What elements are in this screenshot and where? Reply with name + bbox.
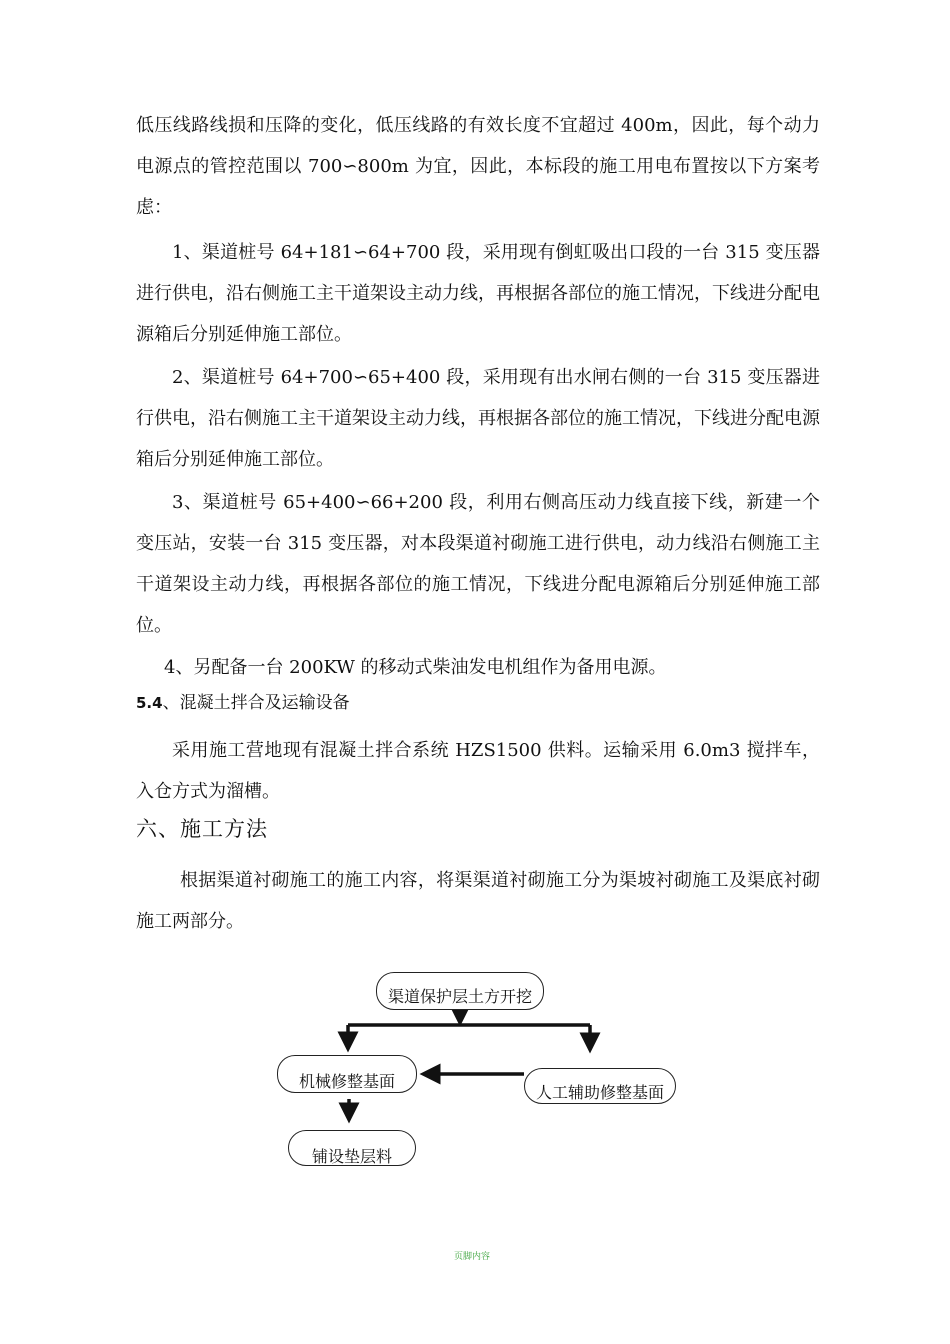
section-title: 、混凝土拌合及运输设备 — [162, 693, 350, 713]
page-footer: 页脚内容 — [454, 1252, 491, 1262]
paragraph-concrete: 采用施工营地现有混凝土拌合系统 HZS1500 供料。运输采用 6.0m3 搅拌车，入仓方式为溜槽。 — [136, 740, 820, 802]
paragraph-item-3: 3、渠道桩号 65+400∽66+200 段，利用右侧高压动力线直接下线，新建一个变压站，安装一台 315 变压器，对本段渠道衬砌施工进行供电，动力线沿右侧施工主干道架设主动力线，再根据各部位的施工情况，下线进分配电源箱后分别延伸施工部位。 — [136, 492, 820, 636]
paragraph-intro: 低压线路线损和压降的变化，低压线路的有效长度不宜超过 400m，因此，每个动力电源点的管控范围以 700∽800m 为宜，因此，本标段的施工用电布置按以下方案考虑： — [136, 115, 820, 218]
flow-node-cushion-layer: 铺设垫层料 — [288, 1130, 416, 1166]
flow-node-manual-trim: 人工辅助修整基面 — [524, 1068, 676, 1104]
paragraph-item-1: 1、渠道桩号 64+181∽64+700 段，采用现有倒虹吸出口段的一台 315 变压器进行供电，沿右侧施工主干道架设主动力线，再根据各部位的施工情况，下线进分配电源箱后分别延伸施工部位。 — [136, 242, 820, 345]
paragraph-item-2: 2、渠道桩号 64+700∽65+400 段，采用现有出水闸右侧的一台 315 变压器进行供电，沿右侧施工主干道架设主动力线，再根据各部位的施工情况，下线进分配电源箱后分别延伸施工部位。 — [136, 367, 820, 470]
paragraph-item-4: 4、另配备一台 200KW 的移动式柴油发电机组作为备用电源。 — [164, 657, 667, 678]
flow-node-excavation: 渠道保护层土方开挖 — [376, 972, 544, 1010]
chapter-heading: 六、施工方法 — [136, 817, 268, 841]
flow-node-machine-trim: 机械修整基面 — [277, 1055, 417, 1093]
paragraph-method: 根据渠道衬砌施工的施工内容，将渠渠道衬砌施工分为渠坡衬砌施工及渠底衬砌施工两部分。 — [136, 870, 820, 932]
section-number: 5.4 — [136, 694, 163, 712]
